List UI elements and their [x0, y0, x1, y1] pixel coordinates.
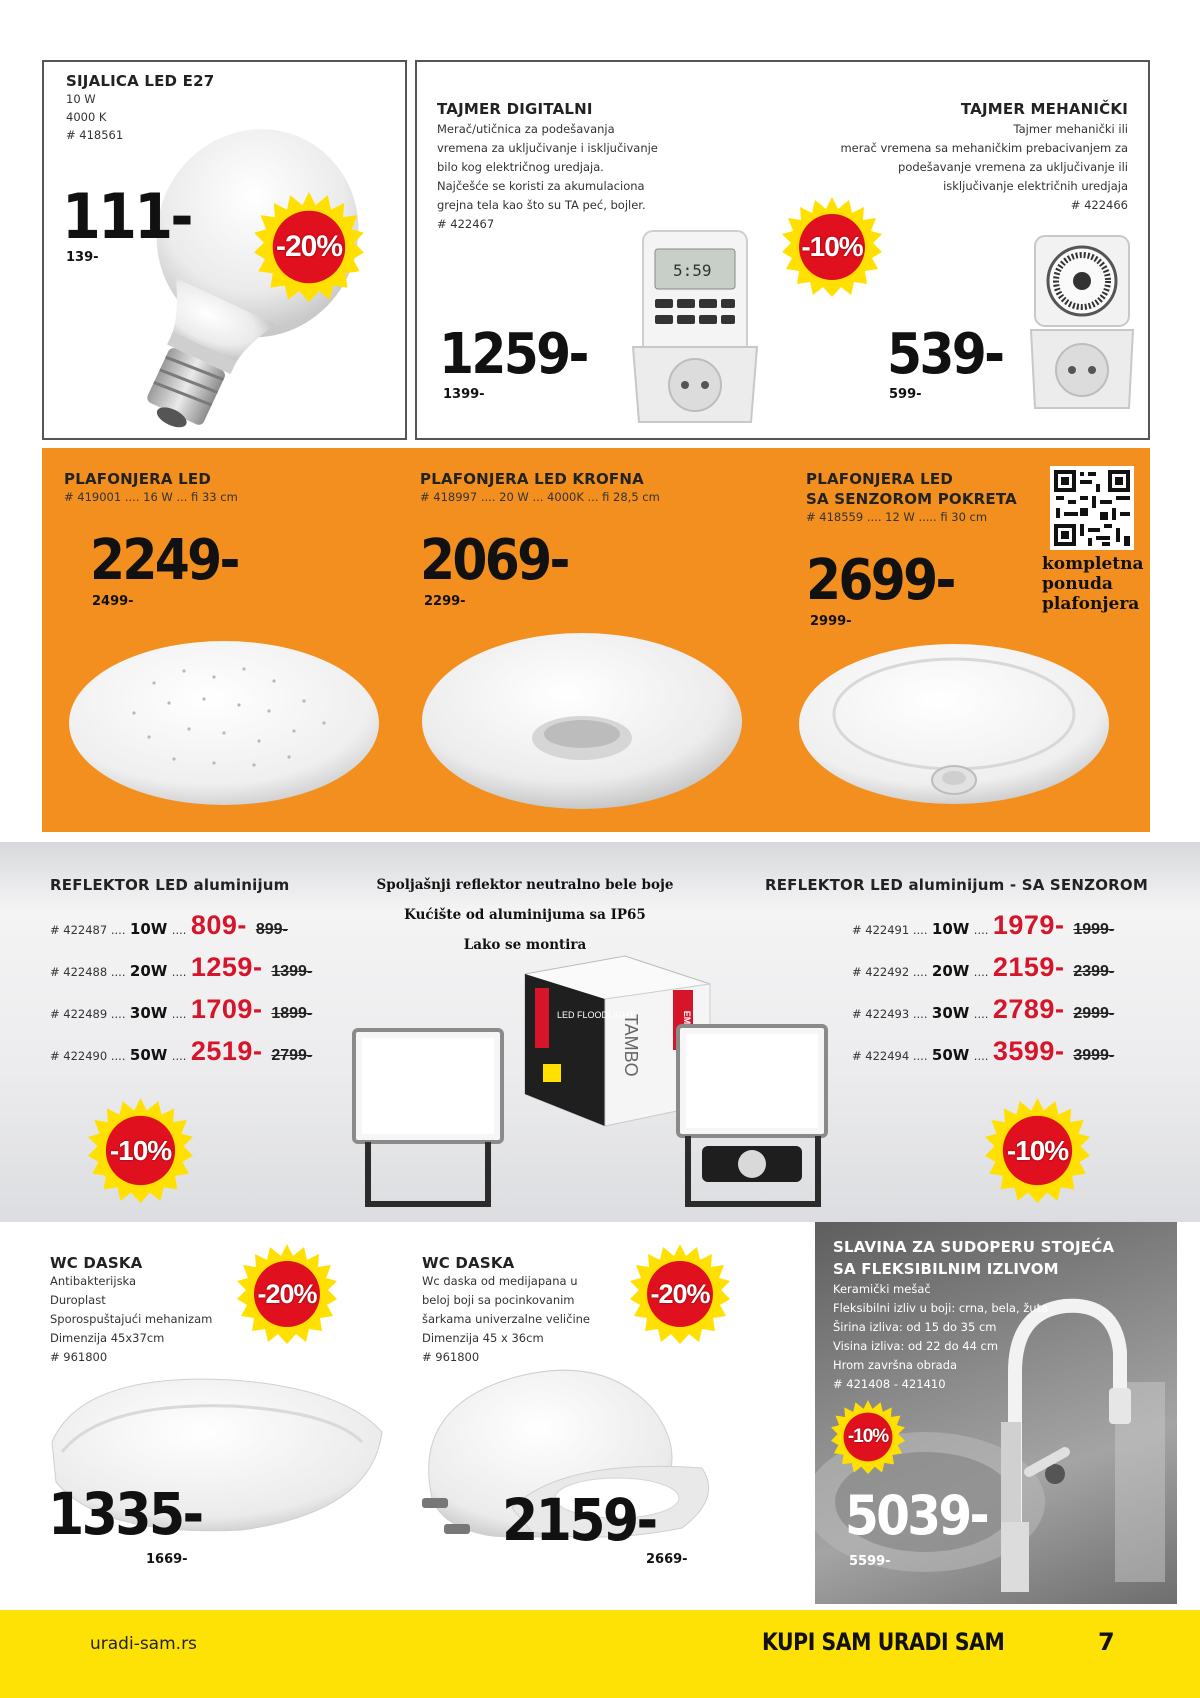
- reflector-dots: ....: [973, 1007, 989, 1021]
- bulb-discount: -20%: [275, 230, 343, 263]
- faucet-old-price: 5599-: [849, 1554, 891, 1569]
- qr-caption-line: plafonjera: [1042, 594, 1140, 614]
- faucet-discount: -10%: [847, 1426, 889, 1447]
- reflector-dots: ....: [171, 1007, 187, 1021]
- faucet-card: [815, 1222, 1177, 1604]
- reflector-price: 2789-: [992, 994, 1065, 1024]
- reflector-code: # 422493 ....: [852, 1007, 928, 1021]
- reflector-old-price: 1399-: [271, 963, 313, 980]
- timer-digital-desc: [437, 120, 658, 234]
- reflector-old-price: 1999-: [1073, 921, 1115, 938]
- bulb-old-price: 139-: [66, 250, 99, 265]
- reflector-price: 1979-: [992, 910, 1065, 940]
- reflector-watt: 20W: [129, 962, 168, 980]
- faucet-title-line: SLAVINA ZA SUDOPERU STOJEĆA: [833, 1238, 1115, 1256]
- wc1-desc-line: # 961800: [50, 1350, 108, 1364]
- reflector-center-line: Spoljašnji reflektor neutralno bele boje: [376, 877, 674, 893]
- ceiling-1-price: 2249-: [90, 528, 238, 593]
- ceiling-light-donut-image: [414, 626, 754, 816]
- ceiling-3-title: PLAFONJERA LED: [806, 470, 953, 488]
- wc2-price: 2159-: [502, 1486, 656, 1554]
- reflector-dots: ....: [171, 1049, 187, 1063]
- footer: [0, 1610, 1200, 1698]
- faucet-desc-line: Širina izliva: od 15 do 35 cm: [833, 1320, 997, 1334]
- reflector-right-discount-badge: [985, 1098, 1090, 1203]
- timer-mech-title: TAJMER MEHANIČKI: [960, 100, 1128, 118]
- wc2-desc-line: Wc daska od medijapana u: [422, 1274, 578, 1288]
- reflector-price: 1709-: [190, 994, 263, 1024]
- faucet-desc-line: Keramički mešač: [833, 1282, 931, 1296]
- reflector-left-discount: -10%: [109, 1134, 172, 1166]
- wc-section: [42, 1240, 802, 1600]
- reflector-right-row: [852, 1036, 1114, 1067]
- reflector-watt: 50W: [931, 1046, 970, 1064]
- ceiling-2-title: PLAFONJERA LED KROFNA: [420, 470, 644, 488]
- reflector-sensor-lamp-image: [672, 1022, 832, 1214]
- mechanical-timer-image: [1027, 232, 1137, 412]
- timer-digital-title: TAJMER DIGITALNI: [437, 100, 593, 118]
- reflector-watt: 30W: [931, 1004, 970, 1022]
- reflector-left-discount-badge: [88, 1098, 193, 1203]
- reflector-watt: 30W: [129, 1004, 168, 1022]
- ceiling-3-specs: # 418559 .... 12 W ..... fi 30 cm: [806, 510, 988, 524]
- bulb-card: [42, 60, 407, 440]
- reflector-left-row: [50, 952, 312, 983]
- timer-mech-desc: [840, 120, 1128, 215]
- reflector-code: # 422490 ....: [50, 1049, 126, 1063]
- wc1-discount: -20%: [257, 1278, 317, 1309]
- timer-mech-desc-line: isključivanje električnih uredjaja: [943, 179, 1128, 193]
- timer-digital-price: 1259-: [439, 322, 587, 387]
- ceiling-1-specs: # 419001 .... 16 W ... fi 33 cm: [64, 490, 238, 504]
- faucet-desc: [833, 1280, 1048, 1394]
- faucet-discount-badge: [831, 1400, 905, 1474]
- ceiling-1-title: PLAFONJERA LED: [64, 470, 211, 488]
- wc1-desc-line: Dimenzija 45x37cm: [50, 1331, 165, 1345]
- reflector-code: # 422488 ....: [50, 965, 126, 979]
- timer-mech-desc-line: Tajmer mehanički ili: [1013, 122, 1128, 136]
- reflector-right-title: REFLEKTOR LED aluminijum - SA SENZOROM: [764, 876, 1148, 894]
- reflector-code: # 422491 ....: [852, 923, 928, 937]
- timer-digital-desc-line: grejna tela kao što su TA peć, bojler.: [437, 198, 646, 212]
- ceiling-lights-band: [42, 448, 1150, 832]
- ceiling-light-sensor-image: [794, 638, 1114, 818]
- wc1-old-price: 1669-: [146, 1552, 188, 1567]
- reflector-old-price: 2399-: [1073, 963, 1115, 980]
- ceiling-light-dotted-image: [64, 633, 384, 813]
- wc2-desc-line: šarkama univerzalne veličine: [422, 1312, 591, 1326]
- timer-mech-desc-line: # 422466: [1070, 198, 1128, 212]
- qr-caption: [1042, 554, 1144, 614]
- reflector-left-title: REFLEKTOR LED aluminijum: [50, 876, 290, 894]
- wc2-desc-line: Dimenzija 45 x 36cm: [422, 1331, 544, 1345]
- reflector-center-text: [360, 870, 690, 960]
- reflector-price: 1259-: [190, 952, 263, 982]
- wc1-desc-line: Sporospuštajući mehanizam: [50, 1312, 213, 1326]
- timer-digital-desc-line: vremena za uključivanje i isključivanje: [437, 141, 658, 155]
- wc2-discount: -20%: [650, 1278, 710, 1309]
- reflector-old-price: 899-: [255, 921, 288, 938]
- ceiling-2-old-price: 2299-: [424, 594, 466, 609]
- box-series-label: TAMBO: [621, 1014, 641, 1077]
- reflector-price: 2519-: [190, 1036, 263, 1066]
- reflector-center-line: Kućište od aluminijuma sa IP65: [404, 907, 646, 923]
- reflector-watt: 50W: [129, 1046, 168, 1064]
- faucet-title-line: SA FLEKSIBILNIM IZLIVOM: [833, 1260, 1059, 1278]
- faucet-desc-line: Visina izliva: od 22 do 44 cm: [833, 1339, 999, 1353]
- reflector-dots: ....: [973, 1049, 989, 1063]
- wc1-price: 1335-: [48, 1480, 202, 1548]
- reflector-watt: 20W: [931, 962, 970, 980]
- wc2-desc-line: # 961800: [422, 1350, 480, 1364]
- reflector-dots: ....: [171, 965, 187, 979]
- reflector-watt: 10W: [129, 920, 168, 938]
- reflector-right-row: [852, 910, 1114, 941]
- bulb-price: 111-: [62, 180, 191, 253]
- faucet-desc-line: Hrom završna obrada: [833, 1358, 958, 1372]
- timers-card: [415, 60, 1150, 440]
- timer-mech-old-price: 599-: [889, 387, 922, 402]
- reflector-code: # 422489 ....: [50, 1007, 126, 1021]
- reflector-left-row: [50, 910, 288, 941]
- bulb-title: SIJALICA LED E27: [66, 72, 215, 90]
- reflector-right-row: [852, 952, 1114, 983]
- wc2-desc-line: beloj boji sa pocinkovanim: [422, 1293, 575, 1307]
- digital-timer-image: [625, 227, 765, 427]
- reflector-old-price: 2999-: [1073, 1005, 1115, 1022]
- reflector-dots: ....: [973, 923, 989, 937]
- svg-text:5:59: 5:59: [673, 261, 712, 280]
- faucet-desc-line: Fleksibilni izliv u boji: crna, bela, žuta: [833, 1301, 1049, 1315]
- wc1-discount-badge: [237, 1244, 337, 1344]
- timer-digital-old-price: 1399-: [443, 387, 485, 402]
- reflector-dots: ....: [171, 923, 187, 937]
- reflector-price: 809-: [190, 910, 247, 940]
- bulb-spec-watt: 10 W: [66, 92, 96, 106]
- reflector-price: 3599-: [992, 1036, 1065, 1066]
- footer-slogan: KUPI SAM URADI SAM: [762, 1628, 1005, 1656]
- reflector-code: # 422492 ....: [852, 965, 928, 979]
- footer-site-link[interactable]: uradi-sam.rs: [90, 1634, 197, 1654]
- reflector-old-price: 2799-: [271, 1047, 313, 1064]
- bulb-discount-badge: [254, 192, 364, 302]
- faucet-desc-line: # 421408 - 421410: [833, 1377, 946, 1391]
- reflectors-band: [0, 842, 1200, 1222]
- reflector-watt: 10W: [931, 920, 970, 938]
- wc1-title: WC DASKA: [50, 1254, 143, 1272]
- ceiling-3-price: 2699-: [806, 548, 954, 613]
- reflector-old-price: 1899-: [271, 1005, 313, 1022]
- ceiling-2-price: 2069-: [420, 528, 568, 593]
- reflector-price: 2159-: [992, 952, 1065, 982]
- reflector-left-row: [50, 994, 312, 1025]
- ceiling-2-specs: # 418997 .... 20 W ... 4000K ... fi 28,5 cm: [420, 490, 660, 504]
- timer-digital-desc-line: Najčešće se koristi za akumulaciona: [437, 179, 645, 193]
- qr-code-icon[interactable]: [1050, 466, 1134, 550]
- reflector-code: # 422494 ....: [852, 1049, 928, 1063]
- wc2-discount-badge: [630, 1244, 730, 1344]
- ceiling-3-old-price: 2999-: [810, 614, 852, 629]
- timer-mech-desc-line: podešavanje vremena za uključivanje ili: [898, 160, 1128, 174]
- wc1-desc: [50, 1272, 212, 1367]
- reflector-code: # 422487 ....: [50, 923, 126, 937]
- timer-mech-desc-line: merač vremena sa mehaničkim prebacivanjem za: [840, 141, 1128, 155]
- reflector-old-price: 3999-: [1073, 1047, 1115, 1064]
- wc1-desc-line: Duroplast: [50, 1293, 106, 1307]
- wc2-title: WC DASKA: [422, 1254, 515, 1272]
- ceiling-3-title-line2: SA SENZOROM POKRETA: [806, 490, 1017, 508]
- reflector-center-line: Lako se montira: [463, 937, 587, 953]
- faucet-price: 5039-: [845, 1484, 987, 1547]
- box-product-label: LED FLOODLIGHT: [557, 1010, 635, 1020]
- timer-digital-desc-line: bilo kog električnog uredjaja.: [437, 160, 604, 174]
- wc1-desc-line: Antibakterijska: [50, 1274, 137, 1288]
- timer-discount: -10%: [801, 231, 863, 262]
- reflector-lamp-image: [348, 1026, 508, 1212]
- bulb-spec-kelvin: 4000 K: [66, 110, 107, 124]
- qr-caption-line: ponuda: [1042, 574, 1113, 594]
- reflector-right-row: [852, 994, 1114, 1025]
- page-number: 7: [1098, 1628, 1115, 1656]
- reflector-dots: ....: [973, 965, 989, 979]
- wc2-old-price: 2669-: [646, 1552, 688, 1567]
- faucet-title: [833, 1236, 1114, 1280]
- reflector-left-row: [50, 1036, 312, 1067]
- qr-caption-line: kompletna: [1042, 554, 1144, 574]
- timer-digital-desc-line: Merač/utičnica za podešavanja: [437, 122, 615, 136]
- timer-mech-price: 539-: [887, 322, 1003, 387]
- reflector-right-discount: -10%: [1006, 1134, 1069, 1166]
- ceiling-1-old-price: 2499-: [92, 594, 134, 609]
- timer-digital-desc-line: # 422467: [437, 217, 495, 231]
- bulb-spec-code: # 418561: [66, 128, 124, 142]
